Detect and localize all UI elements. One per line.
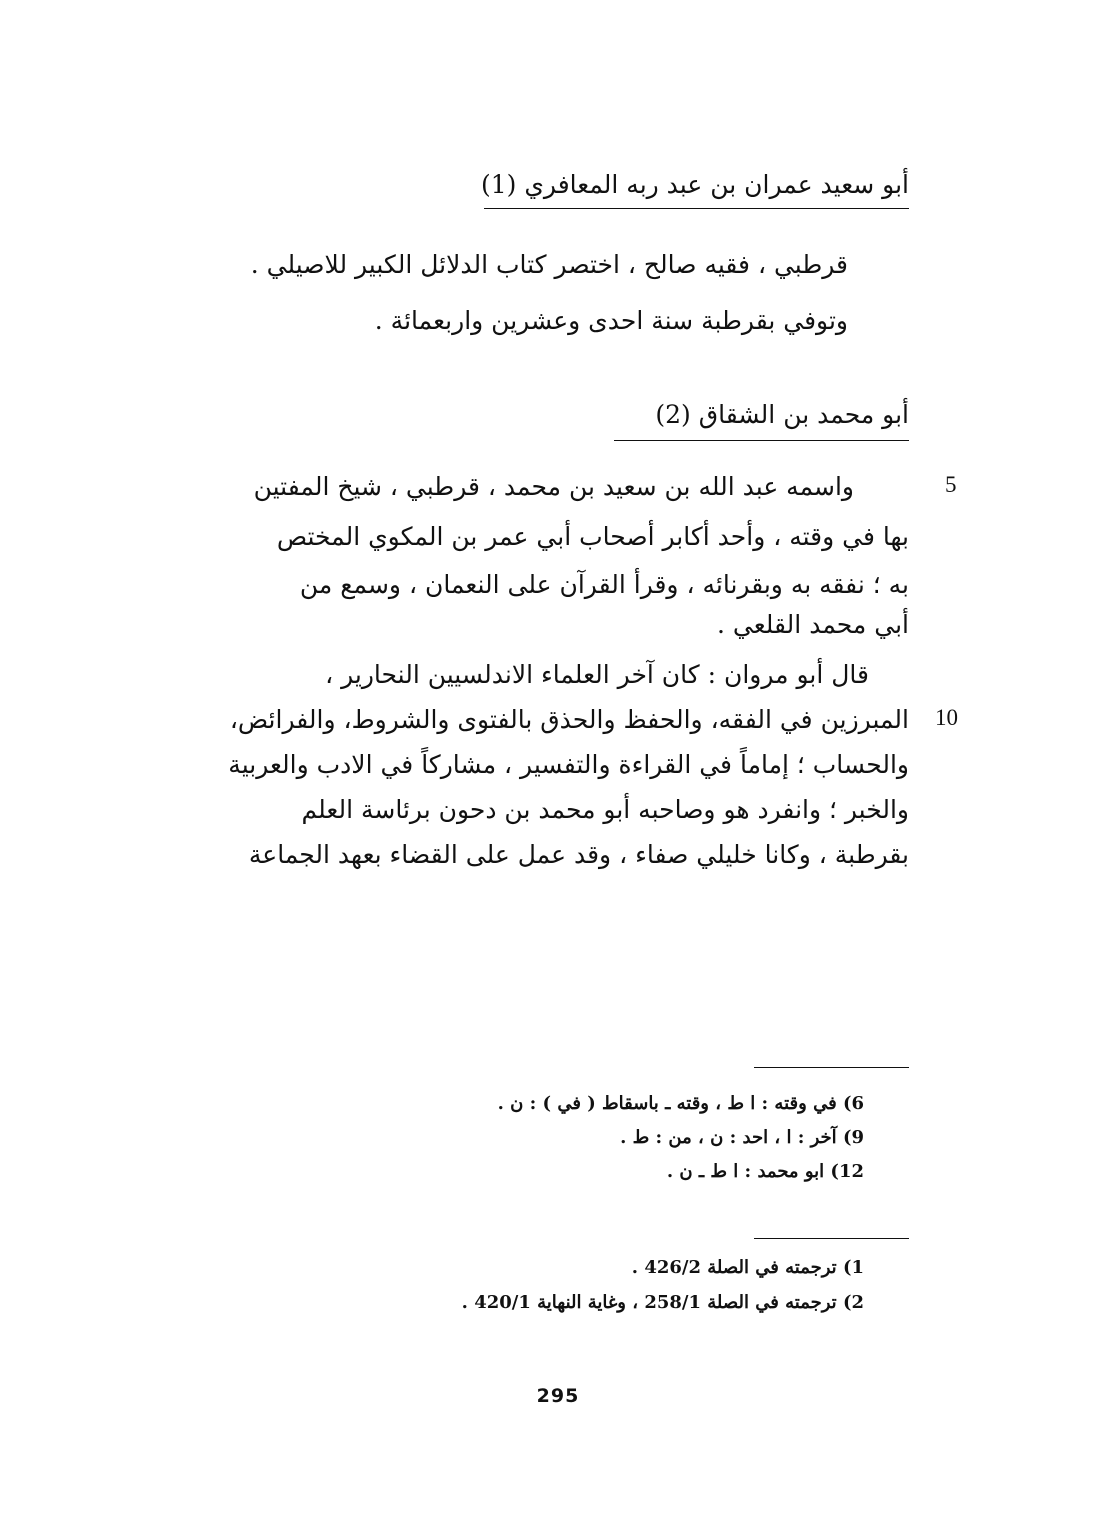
entry2-line: والخبر ؛ وانفرد هو وصاحبه أبو محمد بن دحون برئاسة العلم bbox=[301, 795, 909, 824]
variant-note: 6) في وقته : ا ط ، وقته ـ باسقاط ( في ) : ن . bbox=[497, 1093, 864, 1114]
entry1-line: قرطبي ، فقيه صالح ، اختصر كتاب الدلائل الكبير للاصيلي . bbox=[250, 250, 848, 279]
entry2-title-underline bbox=[614, 440, 909, 441]
entry2-line: أبي محمد القلعي . bbox=[716, 610, 909, 639]
entry1-title: أبو سعيد عمران بن عبد ربه المعافري (1) bbox=[480, 170, 909, 199]
variant-note: 9) آخر : ا ، احد : ن ، من : ط . bbox=[620, 1127, 864, 1148]
variant-note: 12) ابو محمد : ا ط ـ ن . bbox=[666, 1161, 864, 1182]
entry2-title: أبو محمد بن الشقاق (2) bbox=[655, 400, 909, 429]
source-notes-rule bbox=[754, 1238, 909, 1239]
entry2-line: والحساب ؛ إماماً في القراءة والتفسير ، مشاركاً في الادب والعربية bbox=[228, 750, 909, 779]
entry2-line: بها في وقته ، وأحد أكابر أصحاب أبي عمر بن المكوي المختص bbox=[276, 522, 909, 551]
entry2-line: قال أبو مروان : كان آخر العلماء الاندلسيين النحارير ، bbox=[325, 660, 869, 689]
entry2-line: واسمه عبد الله بن سعيد بن محمد ، قرطبي ، شيخ المفتين bbox=[253, 472, 854, 501]
entry2-line: المبرزين في الفقه، والحفظ والحذق بالفتوى والشروط، والفرائض، bbox=[229, 705, 909, 734]
source-note: 2) ترجمته في الصلة 258/1 ، وغاية النهاية 420/1 . bbox=[461, 1292, 864, 1313]
variant-notes-rule bbox=[754, 1067, 909, 1068]
entry2-line: به ؛ نفقه به وبقرنائه ، وقرأ القرآن على النعمان ، وسمع من bbox=[299, 570, 909, 599]
page-number: 295 bbox=[536, 1385, 580, 1407]
source-note: 1) ترجمته في الصلة 426/2 . bbox=[631, 1257, 864, 1278]
line-number-5: 5 bbox=[945, 472, 957, 497]
entry1-line: وتوفي بقرطبة سنة احدى وعشرين واربعمائة . bbox=[374, 306, 848, 335]
entry2-line: بقرطبة ، وكانا خليلي صفاء ، وقد عمل على القضاء بعهد الجماعة bbox=[248, 840, 909, 869]
entry1-title-underline bbox=[484, 208, 909, 209]
line-number-10: 10 bbox=[935, 705, 958, 730]
